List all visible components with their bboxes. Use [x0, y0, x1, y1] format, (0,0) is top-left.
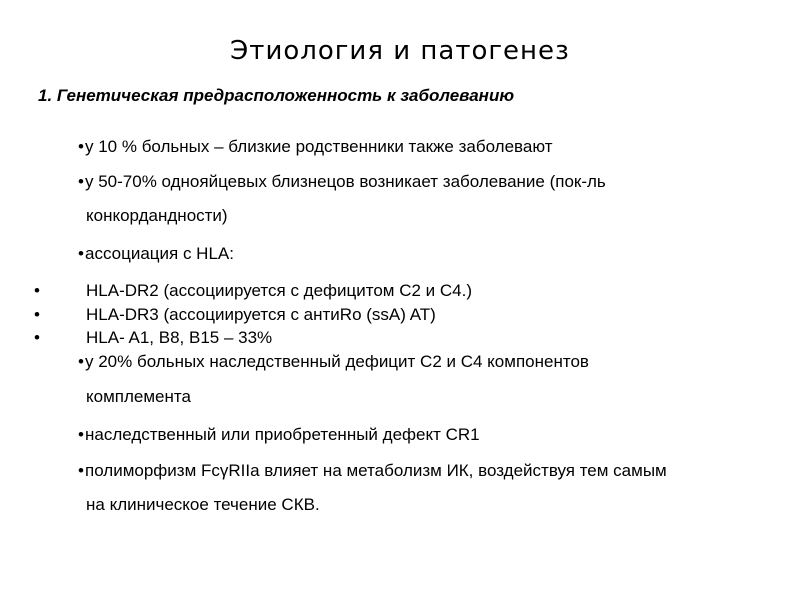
hla-text: HLA- A1, B8, B15 – 33% [86, 328, 273, 347]
slide-title: Этиология и патогенез [230, 36, 570, 66]
bullet-text: наследственный или приобретенный дефект CR1 [85, 425, 480, 444]
hla-bullet-dot: • [34, 305, 40, 324]
bullet-item [78, 244, 234, 264]
bullet-text: ассоциация с HLA: [85, 244, 234, 263]
slide-subtitle: 1. Генетическая предрасположенность к заболеванию [38, 86, 515, 105]
hla-bullet-dot: • [34, 328, 40, 347]
bullet-text: у 10 % больных – близкие родственники также заболевают [85, 137, 553, 156]
bullet-item [78, 352, 589, 372]
bullet-text: у 50-70% однояйцевых близнецов возникает заболевание (пок-ль [85, 172, 606, 191]
bullet-dot: • [78, 425, 84, 444]
bullet-continuation: комплемента [86, 387, 191, 406]
hla-bullet-dot: • [34, 281, 40, 300]
bullet-dot: • [78, 352, 84, 371]
bullet-text: полиморфизм FcγRIIa влияет на метаболизм ИК, воздействуя тем самым [85, 461, 667, 480]
hla-text: HLA-DR3 (ассоциируется с антиRo (ssA) AT) [86, 305, 436, 324]
bullet-dot: • [78, 461, 84, 480]
bullet-item [78, 172, 606, 192]
bullet-continuation: конкордандности) [86, 206, 228, 225]
bullet-dot: • [78, 137, 84, 156]
bullet-text: у 20% больных наследственный дефицит С2 и С4 компонентов [85, 352, 589, 371]
bullet-continuation: на клиническое течение СКВ. [86, 495, 320, 514]
bullet-dot: • [78, 244, 84, 263]
hla-text: HLA-DR2 (ассоциируется с дефицитом С2 и С4.) [86, 281, 473, 300]
bullet-item [78, 137, 553, 157]
bullet-item [78, 425, 480, 445]
bullet-dot: • [78, 172, 84, 191]
bullet-item [78, 461, 667, 481]
